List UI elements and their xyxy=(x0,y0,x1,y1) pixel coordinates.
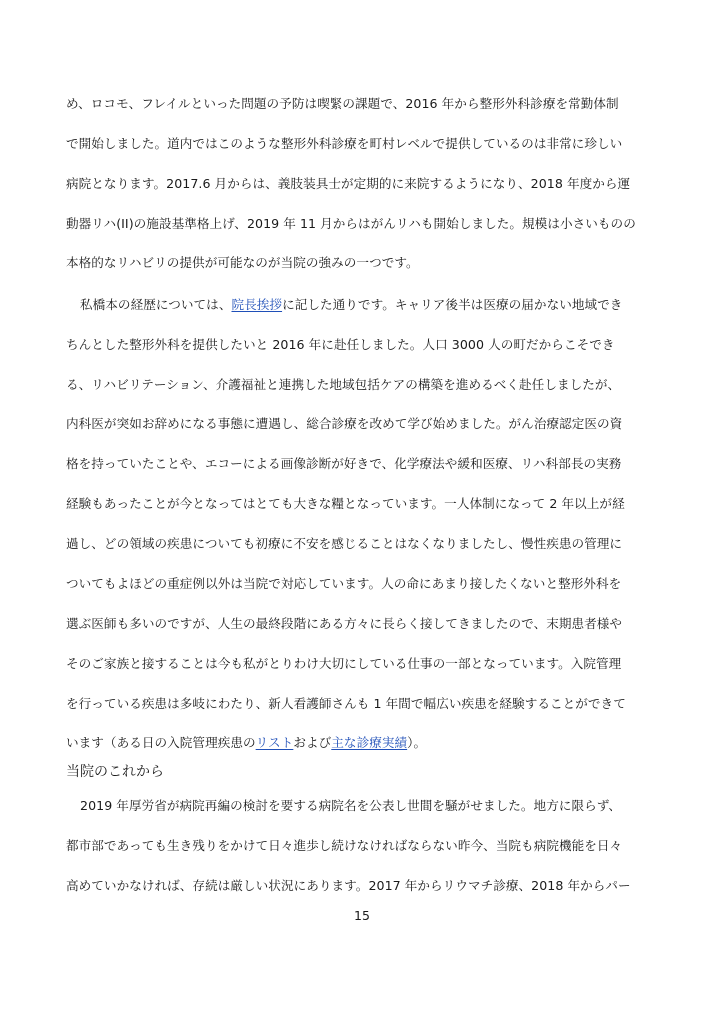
paragraph-2-text: に記した通りです。キャリア後半は医療の届かない地域でき xyxy=(282,297,623,312)
paragraph-2-line-4: 内科医が突如お辞めになる事態に遭遇し、総合診療を改めて学び始めました。がん治療認定医の資 xyxy=(66,416,623,431)
paragraph-1-line-2: で開始しました。道内ではこのような整形外科診療を町村レベルで提供しているのは非常に珍しい xyxy=(66,136,623,151)
paragraph-2-line-3: る、リハビリテーション、介護福祉と連携した地域包括ケアの構築を進めるべく赴任しましたが、 xyxy=(66,377,621,392)
paragraph-2-text: 私橋本の経歴については、 xyxy=(80,297,232,312)
paragraph-2-line-2: ちんとした整形外科を提供したいと 2016 年に赴任しました。人口 3000 人の町だからこそでき xyxy=(66,337,615,352)
paragraph-3-line-2: 都市部であっても生き残りをかけて日々進歩し続けなければならない昨今、当院も病院機能を日々 xyxy=(66,838,623,853)
paragraph-2-line-1 xyxy=(80,297,666,313)
paragraph-2-line-7: 過し、どの領域の疾患についても初療に不安を感じることはなくなりましたし、慢性疾患の管理に xyxy=(66,536,623,551)
paragraph-2-line-5: 格を持っていたことや、エコーによる画像診断が好きで、化学療法や緩和医療、リハ科部長の実務 xyxy=(66,456,622,471)
paragraph-1-line-4: 動器リハ(II)の施設基準格上げ、2019 年 11 月からはがんリハも開始しました。規模は小さいものの xyxy=(66,216,636,231)
paragraph-1-line-1: め、ロコモ、フレイルといった問題の予防は喫緊の課題で、2016 年から整形外科診療を常勤体制 xyxy=(66,96,619,111)
inpatient-disease-list-link[interactable]: リスト xyxy=(255,735,294,750)
paragraph-2-line-9: 選ぶ医師も多いのですが、人生の最終段階にある方々に長らく接してきましたので、末期患者様や xyxy=(66,616,623,631)
paragraph-1-line-5: 本格的なリハビリの提供が可能なのが当院の強みの一つです。 xyxy=(66,255,419,270)
director-greeting-link[interactable]: 院長挨拶 xyxy=(231,297,283,312)
section-heading: 当院のこれから xyxy=(66,764,164,780)
page-number: 15 xyxy=(354,908,370,923)
paragraph-2-line-10: そのご家族と接することは今も私がとりわけ大切にしている仕事の一部となっています。入院管理 xyxy=(66,656,622,671)
paragraph-2-line-6: 経験もあったことが今となってはとても大きな糧となっています。一人体制になって 2 年以上が経 xyxy=(66,496,625,511)
main-clinical-results-link[interactable]: 主な診療実績 xyxy=(331,735,408,750)
paragraph-1-line-3: 病院となります。2017.6 月からは、義肢装具士が定期的に来院するようになり、2018 年度から運 xyxy=(66,176,631,191)
paragraph-2-line-8: ついてもよほどの重症例以外は当院で対応しています。人の命にあまり接したくないと整形外科を xyxy=(66,576,622,591)
paragraph-3-line-1: 2019 年厚労省が病院再編の検討を要する病院名を公表し世間を騒がせました。地方に限らず、 xyxy=(80,798,622,813)
paragraph-2-text: および xyxy=(293,735,332,750)
paragraph-2-line-11: を行っている疾患は多岐にわたり、新人看護師さんも 1 年間で幅広い疾患を経験することができて xyxy=(66,696,626,711)
paragraph-2-text: います（ある日の入院管理疾患の xyxy=(66,735,256,750)
paragraph-2-line-12 xyxy=(66,735,666,751)
paragraph-3-line-3: 高めていかなければ、存続は厳しい状況にあります。2017 年からリウマチ診療、2018 年からパー xyxy=(66,878,631,893)
paragraph-2-text: ）。 xyxy=(407,735,427,750)
